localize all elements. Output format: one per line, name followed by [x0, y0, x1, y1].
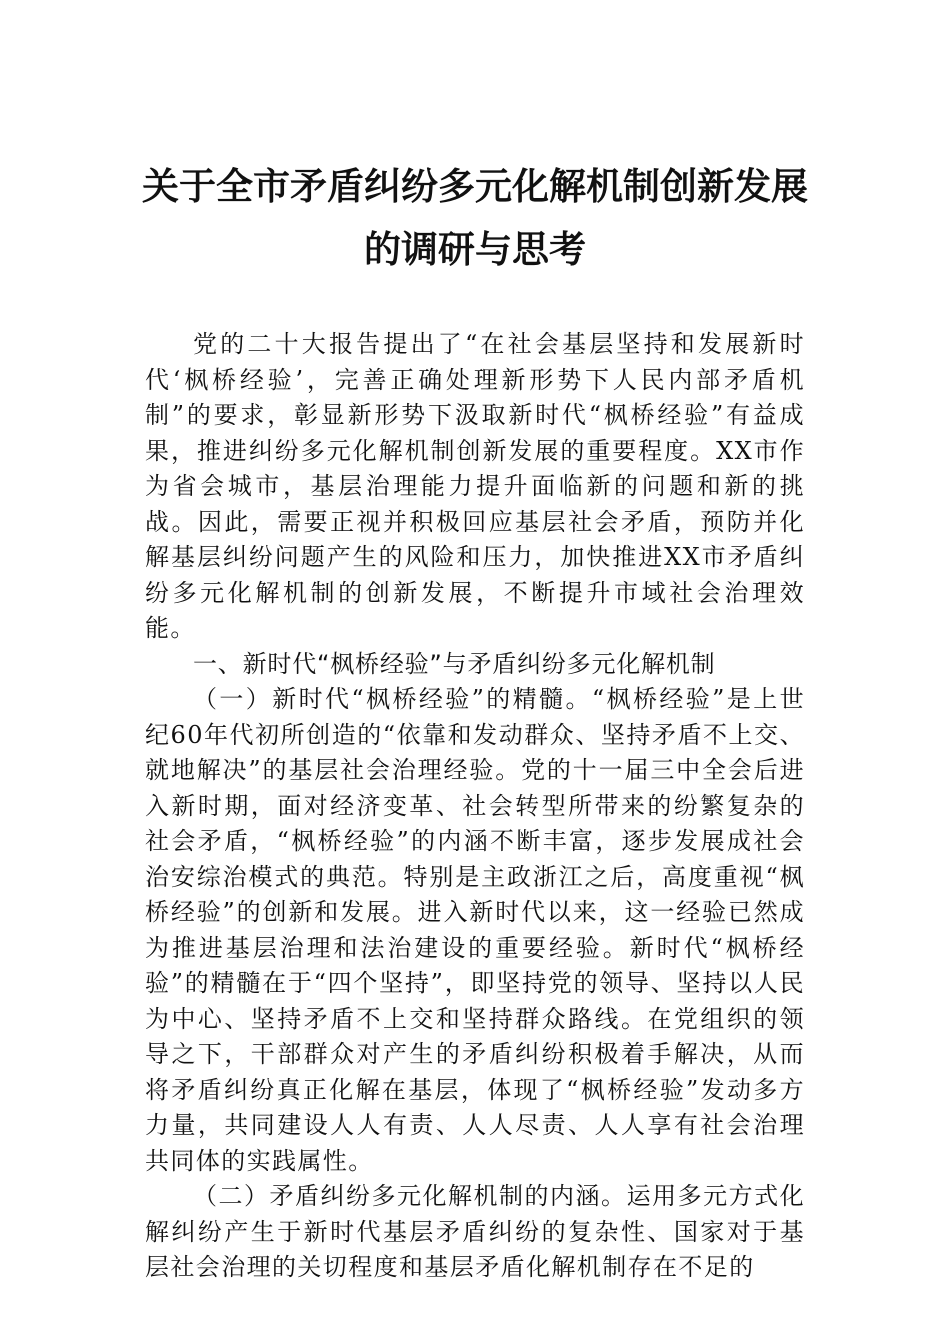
document-title-line-1: 关于全市矛盾纠纷多元化解机制创新发展: [142, 164, 808, 208]
subsection-1-text: “枫桥经验”是上世纪60年代初所创造的“依靠和发动群众、坚持矛盾不上交、就地解决”的基层社会治理经验。党的十一届三中全会后进入新时期，面对经济变革、社会转型所带来的纷繁复杂的社会矛盾，“枫桥经验”的内涵不断丰富，逐步发展成社会治安综治模式的典范。特别是主政浙江之后，高度重视“枫桥经验”的创新和发展。进入新时代以来，这一经验已然成为推进基层治理和法治建设的重要经验。新时代“枫桥经验”的精髓在于“四个坚持”，即坚持党的领导、坚持以人民为中心、坚持矛盾不上交和坚持群众路线。在党组织的领导之下，干部群众对产生的矛盾纠纷积极着手解决，从而将矛盾纠纷真正化解在基层，体现了“枫桥经验”发动多方力量，共同建设人人有责、人人尽责、人人享有社会治理共同体的实践属性。: [145, 685, 805, 1175]
subsection-2-heading: （二）矛盾纠纷多元化解机制的内涵。: [193, 1182, 627, 1210]
subsection-2-text: 运用多元方式化解纠纷产生于新时代基层矛盾纠纷的复杂性、国家对于基层社会治理的关切程度和基层矛盾化解机制存在不足的: [145, 1182, 805, 1281]
subsection-1-heading: （一）新时代“枫桥经验”的精髓。: [193, 685, 592, 713]
subsection-2-paragraph: [145, 1179, 805, 1286]
intro-paragraph: 党的二十大报告提出了“在社会基层坚持和发展新时代‘枫桥经验’，完善正确处理新形势下人民内部矛盾机制”的要求，彰显新形势下汲取新时代“枫桥经验”有益成果，推进纠纷多元化解机制创新发展的重要程度。XX市作为省会城市，基层治理能力提升面临新的问题和新的挑战。因此，需要正视并积极回应基层社会矛盾，预防并化解基层纠纷问题产生的风险和压力，加快推进XX市矛盾纠纷多元化解机制的创新发展，不断提升市域社会治理效能。: [145, 330, 805, 642]
subsection-1-paragraph: [145, 682, 805, 1179]
document-body: [145, 327, 805, 1286]
section-1-heading: 一、新时代“枫桥经验”与矛盾纠纷多元化解机制: [193, 649, 716, 678]
document-title-line-2: 的调研与思考: [364, 227, 586, 271]
